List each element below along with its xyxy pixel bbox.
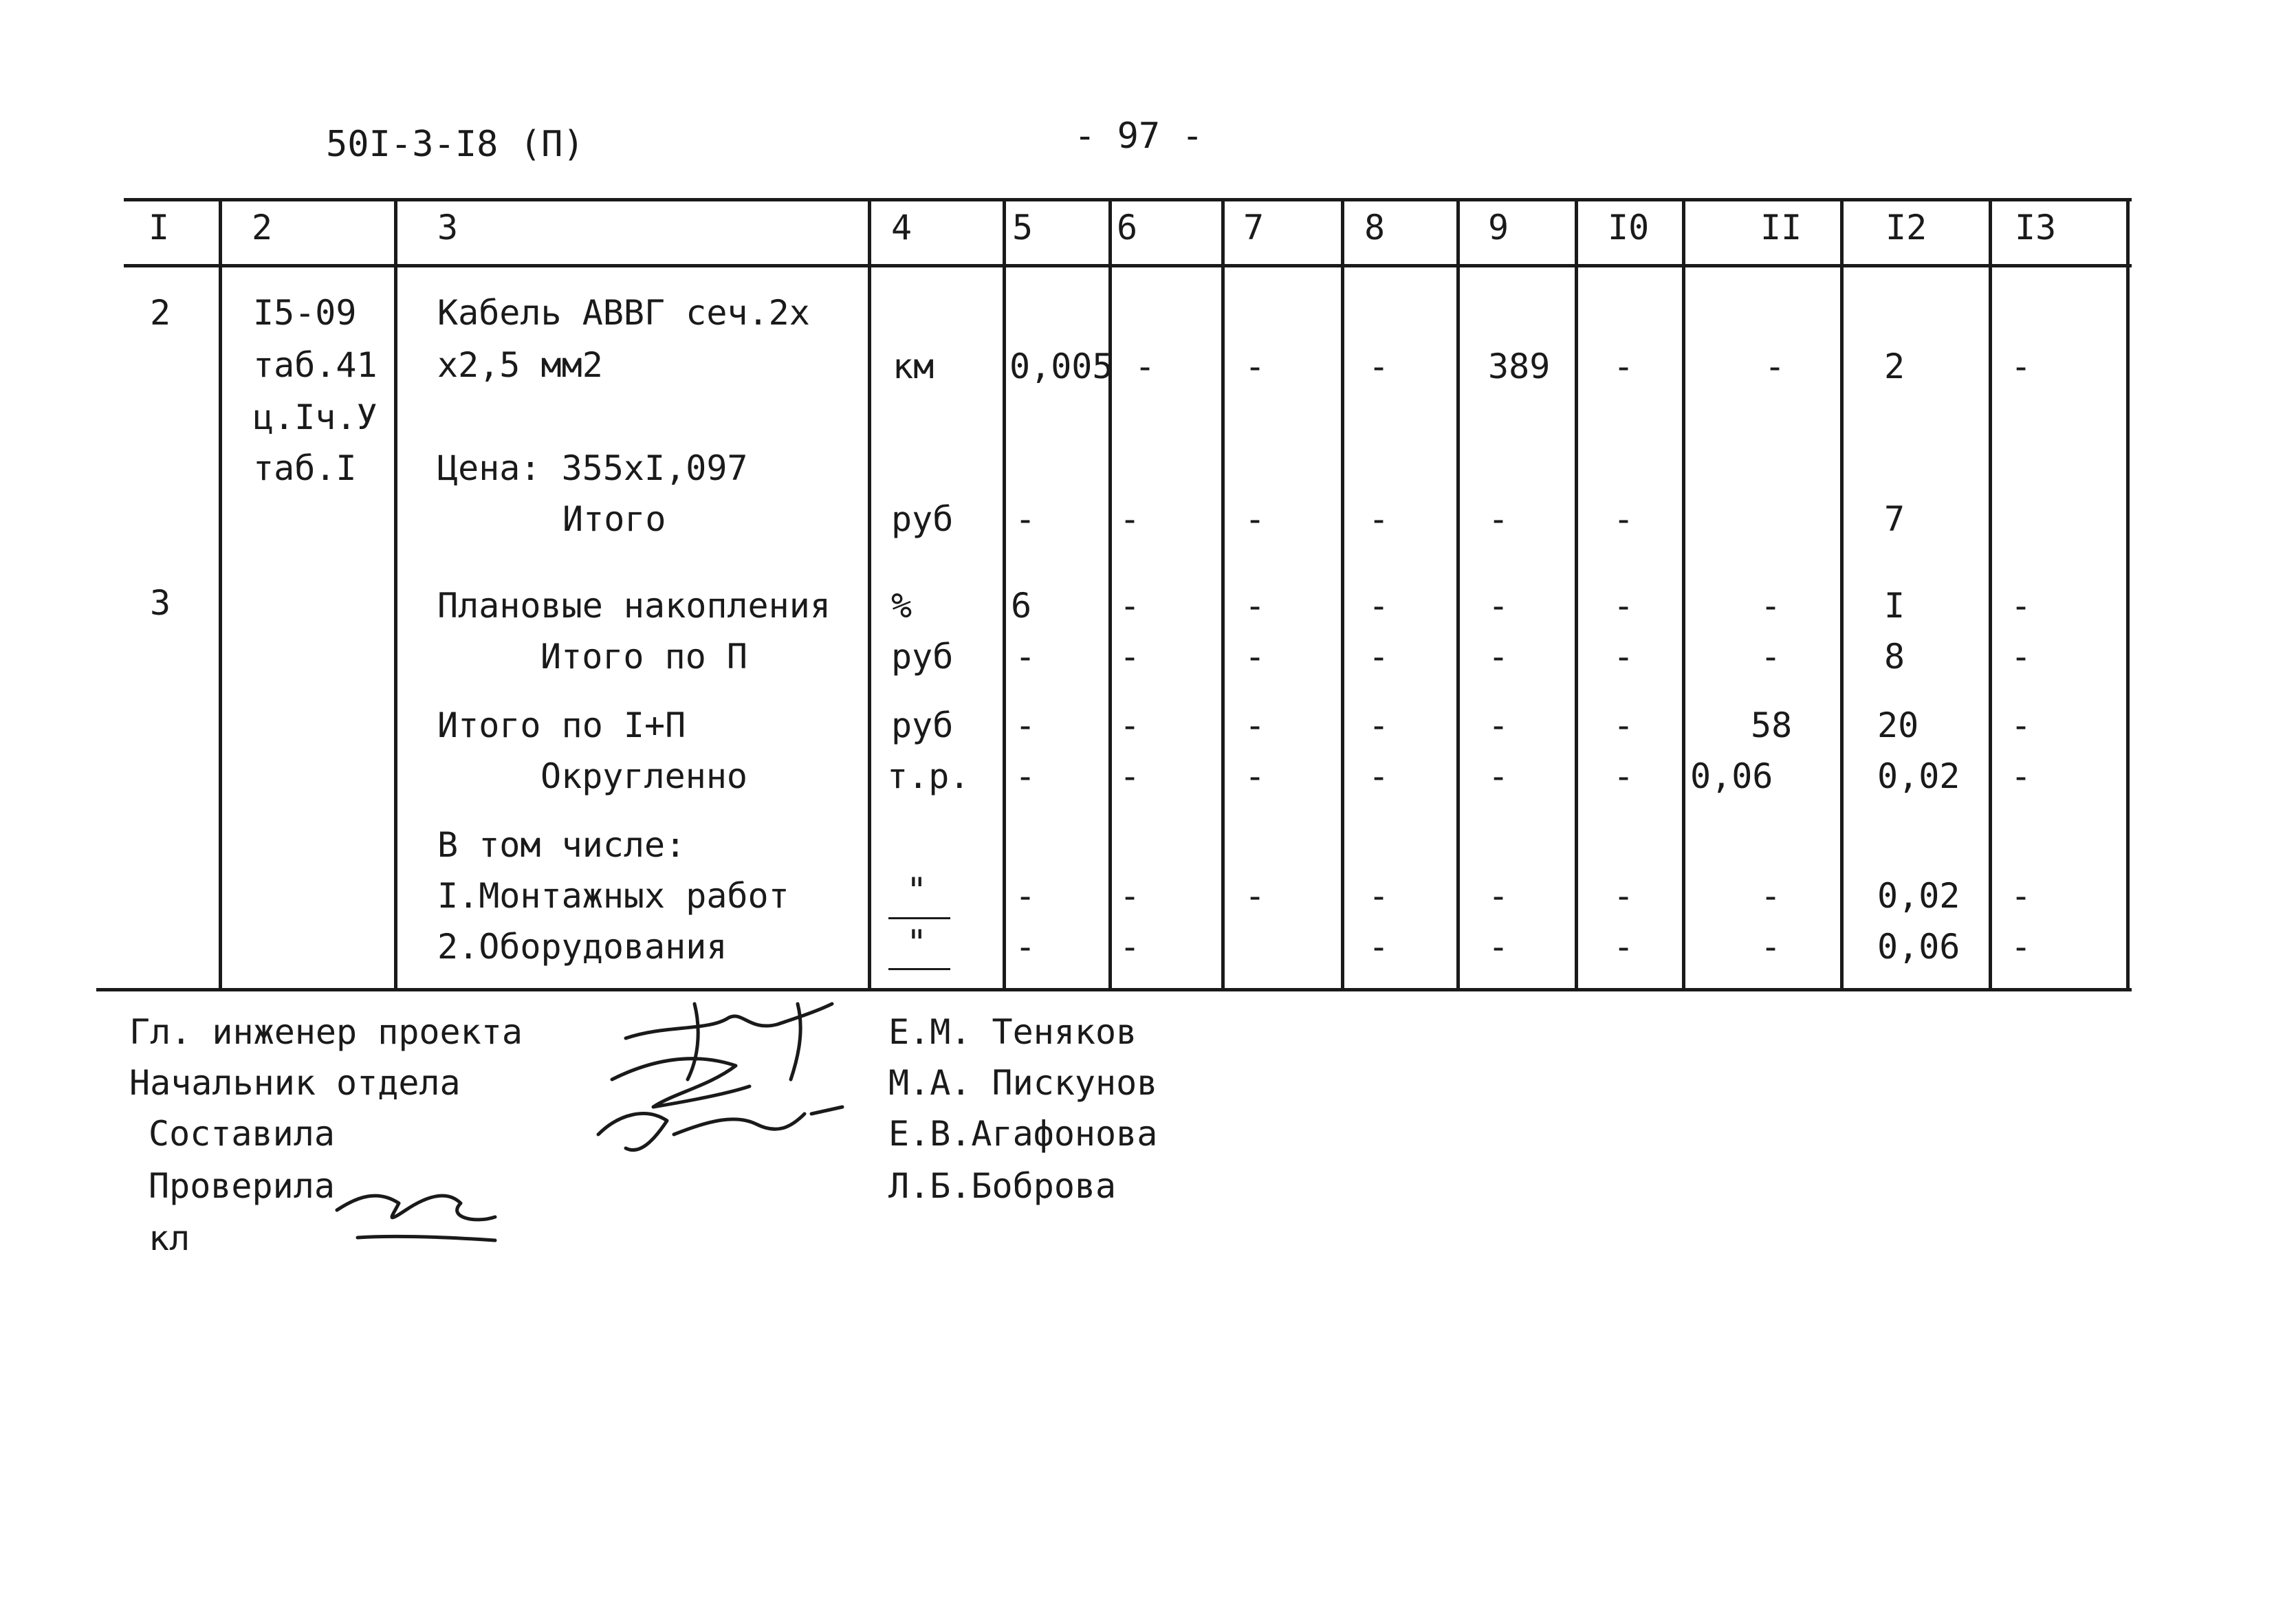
cell-value: 58 bbox=[1751, 705, 1793, 745]
cell-value: - bbox=[1015, 927, 1036, 967]
signature-name: Е.М. Теняков bbox=[888, 1012, 1137, 1052]
cell-value: - bbox=[1015, 499, 1036, 539]
col-header: I0 bbox=[1608, 208, 1650, 248]
signature-name: Л.Б.Боброва bbox=[888, 1166, 1117, 1206]
cell-value: - bbox=[1119, 705, 1141, 745]
handwritten-signature bbox=[330, 1169, 509, 1244]
cell-value: - bbox=[1613, 705, 1635, 745]
cell-value: 7 bbox=[1884, 499, 1905, 539]
cell-value: - bbox=[1368, 927, 1390, 967]
cell-value: - bbox=[1613, 876, 1635, 916]
unit: руб bbox=[891, 637, 954, 677]
cell-value: - bbox=[2011, 347, 2032, 386]
cell-value: - bbox=[1119, 499, 1141, 539]
norm-ref: I5-09 bbox=[253, 293, 357, 333]
cell-value: - bbox=[1245, 876, 1266, 916]
cell-value: - bbox=[1119, 927, 1141, 967]
unit: руб bbox=[891, 499, 954, 539]
cell-value: - bbox=[1488, 499, 1509, 539]
signature-role: Проверила bbox=[149, 1166, 335, 1206]
unit: км bbox=[893, 347, 934, 386]
cell-value: - bbox=[1368, 756, 1390, 796]
cell-value: 8 bbox=[1884, 637, 1905, 677]
signature-role: Гл. инженер проекта bbox=[129, 1012, 523, 1052]
cell-value: - bbox=[1245, 499, 1266, 539]
item-description: Итого bbox=[562, 499, 666, 539]
price-formula: Цена: 355хI,097 bbox=[437, 448, 748, 488]
cell-value: - bbox=[1368, 586, 1390, 626]
cell-value: 0,005 bbox=[1009, 347, 1113, 386]
item-description: Округленно bbox=[540, 756, 748, 796]
col-header: 8 bbox=[1364, 208, 1386, 248]
cell-value: - bbox=[2011, 756, 2032, 796]
cell-value: - bbox=[1368, 347, 1390, 386]
cell-value: - bbox=[2011, 927, 2032, 967]
cell-value: - bbox=[1613, 586, 1635, 626]
cell-value: - bbox=[2011, 705, 2032, 745]
cell-value: - bbox=[1119, 756, 1141, 796]
cell-value: - bbox=[1245, 586, 1266, 626]
cell-value: - bbox=[2011, 586, 2032, 626]
item-description: 2.Оборудования bbox=[437, 927, 728, 967]
handwritten-signature bbox=[571, 976, 860, 1183]
cell-value: - bbox=[1488, 586, 1509, 626]
cell-value: - bbox=[1119, 586, 1141, 626]
col-header: I bbox=[149, 208, 170, 248]
col-header: II bbox=[1760, 208, 1802, 248]
cell-value: - bbox=[1135, 347, 1156, 386]
cell-value: 6 bbox=[1011, 586, 1032, 626]
cell-value: - bbox=[1368, 876, 1390, 916]
item-description: В том числе: bbox=[437, 825, 686, 865]
row-number: 3 bbox=[150, 583, 171, 623]
norm-ref: ц.Iч.У bbox=[253, 397, 378, 437]
col-header: 6 bbox=[1117, 208, 1138, 248]
item-description: Итого по I+П bbox=[437, 705, 686, 745]
cell-value: - bbox=[1245, 637, 1266, 677]
cell-value: 0,02 bbox=[1877, 876, 1960, 916]
cell-value: - bbox=[1613, 499, 1635, 539]
cell-value: - bbox=[1119, 876, 1141, 916]
col-header: I2 bbox=[1885, 208, 1927, 248]
unit: руб bbox=[891, 705, 954, 745]
cell-value: - bbox=[1488, 705, 1509, 745]
cell-value: - bbox=[1245, 347, 1266, 386]
col-header: 4 bbox=[891, 208, 912, 248]
cell-value: - bbox=[1764, 347, 1786, 386]
ditto-underline bbox=[888, 968, 950, 970]
cell-value: - bbox=[1119, 637, 1141, 677]
cell-value: - bbox=[1015, 705, 1036, 745]
cell-value: 2 bbox=[1884, 347, 1905, 386]
col-header: 2 bbox=[252, 208, 273, 248]
col-header: 9 bbox=[1488, 208, 1509, 248]
cell-value: - bbox=[1613, 927, 1635, 967]
cell-value: - bbox=[1245, 705, 1266, 745]
cell-value: - bbox=[1488, 927, 1509, 967]
item-description: х2,5 мм2 bbox=[437, 345, 603, 385]
item-description: Кабель АВВГ сеч.2х bbox=[437, 293, 810, 333]
signature-name: Е.В.Агафонова bbox=[888, 1114, 1158, 1154]
row-number: 2 bbox=[150, 293, 171, 333]
item-description: Итого по П bbox=[540, 637, 748, 677]
cell-value: - bbox=[1613, 756, 1635, 796]
signature-role: Начальник отдела bbox=[129, 1063, 461, 1103]
ditto-mark: " bbox=[906, 870, 928, 910]
cell-value: - bbox=[1015, 637, 1036, 677]
col-header: I3 bbox=[2015, 208, 2057, 248]
cell-value: 20 bbox=[1877, 705, 1919, 745]
cell-value: - bbox=[1368, 637, 1390, 677]
unit: т.р. bbox=[887, 756, 970, 796]
cell-value: I bbox=[1884, 586, 1905, 626]
item-description: Плановые накопления bbox=[437, 586, 831, 626]
cell-value: - bbox=[2011, 637, 2032, 677]
col-header: 7 bbox=[1243, 208, 1265, 248]
cell-value: - bbox=[1368, 705, 1390, 745]
cell-value: - bbox=[1015, 756, 1036, 796]
norm-ref: таб.I bbox=[253, 448, 357, 488]
ditto-mark: " bbox=[906, 923, 928, 963]
item-description: I.Монтажных работ bbox=[437, 876, 789, 916]
cell-value: - bbox=[1613, 347, 1635, 386]
cell-value: 389 bbox=[1488, 347, 1551, 386]
cell-value: - bbox=[1368, 499, 1390, 539]
ditto-underline bbox=[888, 917, 950, 919]
document-code: 50I-3-I8 (П) bbox=[326, 124, 584, 165]
signature-role: Составила bbox=[149, 1114, 335, 1154]
cell-value: - bbox=[1015, 876, 1036, 916]
col-header: 5 bbox=[1012, 208, 1034, 248]
cell-value: 0,02 bbox=[1877, 756, 1960, 796]
unit: % bbox=[891, 586, 912, 626]
cell-value: - bbox=[1760, 876, 1782, 916]
cell-value: - bbox=[1760, 586, 1782, 626]
cell-value: - bbox=[2011, 876, 2032, 916]
page-number: - 97 - bbox=[1074, 116, 1203, 157]
cell-value: 0,06 bbox=[1690, 756, 1773, 796]
cell-value: - bbox=[1488, 876, 1509, 916]
cell-value: - bbox=[1245, 756, 1266, 796]
cell-value: - bbox=[1613, 637, 1635, 677]
cell-value: - bbox=[1760, 637, 1782, 677]
cell-value: - bbox=[1760, 927, 1782, 967]
col-header: 3 bbox=[437, 208, 459, 248]
cell-value: 0,06 bbox=[1877, 927, 1960, 967]
footer-note: кл bbox=[149, 1218, 190, 1258]
cell-value: - bbox=[1488, 637, 1509, 677]
norm-ref: таб.41 bbox=[253, 345, 378, 385]
cell-value: - bbox=[1488, 756, 1509, 796]
signature-name: М.А. Пискунов bbox=[888, 1063, 1158, 1103]
